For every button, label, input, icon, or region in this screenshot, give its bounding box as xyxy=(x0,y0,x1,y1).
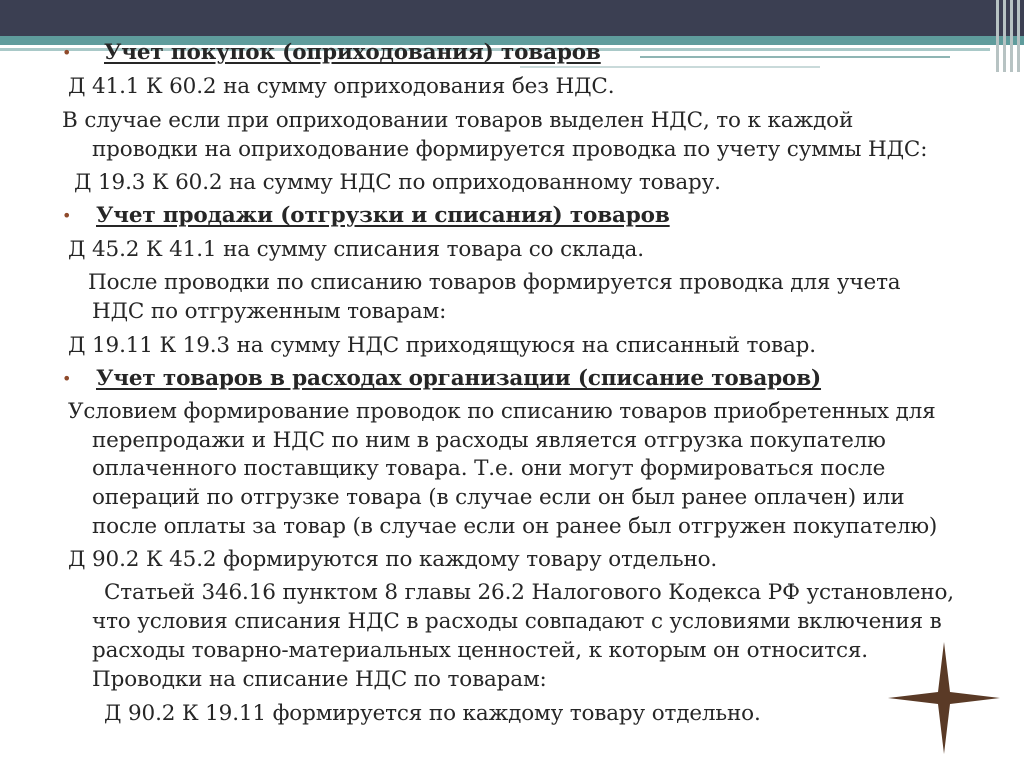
text-line: расходы товарно-материальных ценностей, к которым он относится. xyxy=(92,638,868,663)
text-line: Д 45.2 К 41.1 на сумму списания товара со склада. xyxy=(68,237,644,262)
text-line: Д 19.11 К 19.3 на сумму НДС приходящуюся на списанный товар. xyxy=(68,333,816,358)
text-line: перепродажи и НДС по ним в расходы является отгрузка покупателю xyxy=(92,428,886,453)
text-line: Проводки на списание НДС по товарам: xyxy=(92,667,547,692)
text-line: проводки на оприходование формируется проводка по учету суммы НДС: xyxy=(92,137,928,162)
text-line: операций по отгрузке товара (в случае если он был ранее оплачен) или xyxy=(92,485,905,510)
bullet-icon: • xyxy=(62,43,72,62)
text-line: Условием формирование проводок по списанию товаров приобретенных для xyxy=(68,399,936,424)
text-line: НДС по отгруженным товарам: xyxy=(92,299,447,324)
section-heading: Учет товаров в расходах организации (списание товаров) xyxy=(96,366,822,391)
text-line: Д 90.2 К 45.2 формируются по каждому товару отдельно. xyxy=(68,547,718,572)
text-line: Д 41.1 К 60.2 на сумму оприходования без НДС. xyxy=(68,74,615,99)
bullet-icon: • xyxy=(62,369,72,388)
text-line: После проводки по списанию товаров формируется проводка для учета xyxy=(88,270,901,295)
text-line: Д 90.2 К 19.11 формируется по каждому товару отдельно. xyxy=(104,701,761,726)
text-line: оплаченного поставщику товара. Т.е. они могут формироваться после xyxy=(92,456,886,481)
text-line: что условия списания НДС в расходы совпадают с условиями включения в xyxy=(92,609,942,634)
text-line: Д 19.3 К 60.2 на сумму НДС по оприходованному товару. xyxy=(74,170,721,195)
section-heading: Учет покупок (оприходования) товаров xyxy=(104,40,601,65)
section-heading: Учет продажи (отгрузки и списания) товаров xyxy=(96,203,670,228)
four-point-star-icon xyxy=(888,642,1000,754)
text-line: В случае если при оприходовании товаров выделен НДС, то к каждой xyxy=(62,108,854,133)
text-line: после оплаты за товар (в случае если он ранее был отгружен покупателю) xyxy=(92,514,938,539)
bullet-icon: • xyxy=(62,206,72,225)
text-line: Статьей 346.16 пунктом 8 главы 26.2 Налогового Кодекса РФ установлено, xyxy=(104,580,954,605)
